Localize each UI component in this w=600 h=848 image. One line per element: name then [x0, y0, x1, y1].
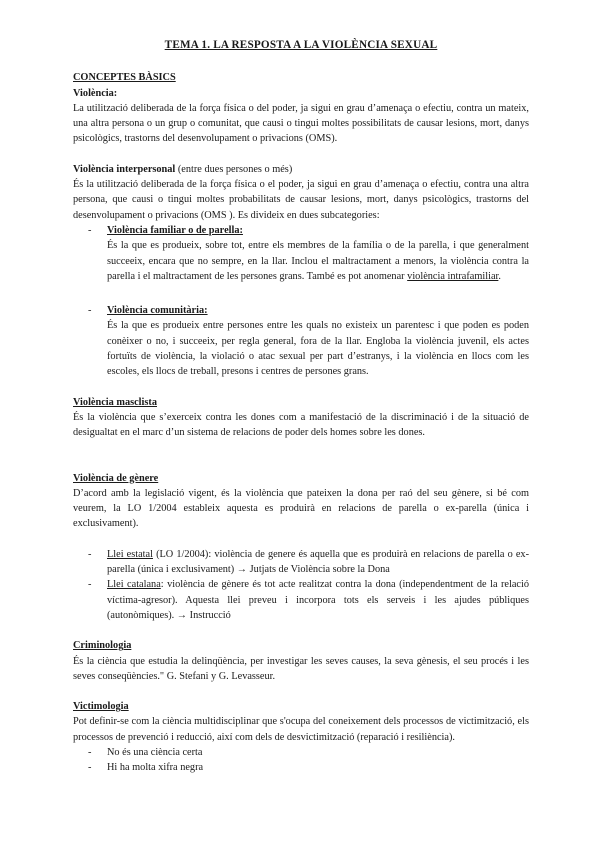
paragraph-comunitaria: És la que es produeix entre persones entre les quals no existeix un parentesc i que poden es poden conèixer o no, i succeeix, per regla general, fora de la llar. Engloba la violència juvenil, els actes fortuïts de violència, la violació o atac sexual per part d’estranys, i la violència en llocs com les escoles, els llocs de treball, presons i centres de persones grans. — [107, 320, 529, 378]
paragraph-criminologia: És la ciència que estudia la delinqüència, per investigar les seves causes, la seva gènesis, el seu procés i les seves conseqüències." G. Stefani y G. Levasseur. — [73, 655, 529, 682]
llei-catalana-label: Llei catalana — [107, 579, 161, 591]
heading-genere: Violència de gènere — [73, 472, 159, 484]
section-heading-conceptes: CONCEPTES BÀSICS — [73, 72, 176, 84]
familiar-link: violència intrafamiliar — [407, 270, 499, 282]
list-item: - No és una ciència certa — [73, 745, 529, 760]
genere-list — [73, 547, 529, 623]
llei-catalana-text: : violència de gènere és tot acte realitzat contra la dona (independentment de la relació víctima-agresor). Aquesta llei preveu i incorpora tots els serveis i les ajudes públiques (autonòmiques). → Instrucció — [107, 579, 529, 621]
llei-estatal-text: (LO 1/2004): violència de genere és aquella que es produirà en relacions de parella o ex-parella (única i exclusivament) → Jutjats de Violència sobre la Dona — [107, 548, 529, 576]
list-item: - Hi ha molta xifra negra — [73, 760, 529, 775]
list-item-llei-estatal — [73, 547, 529, 578]
paragraph-interpersonal: És la utilització deliberada de la força física o el poder, ja sigui en grau d’amenaça o efectiu, contra una altra persona, que causi o tingui moltes probabilitats de causar lesions, mort, danys psicològics, trastorns del desenvolupament o privacions (OMS ). Es divideix en dues subcategories: — [73, 179, 529, 221]
page-title: TEMA 1. LA RESPOSTA A LA VIOLÈNCIA SEXUAL — [164, 39, 438, 51]
list-item-familiar — [73, 223, 529, 284]
heading-masclista: Violència masclista — [73, 396, 157, 408]
paragraph-familiar — [107, 238, 529, 284]
familiar-text: És la que es produeix, sobre tot, entre els membres de la família o de la parella, i que generalment succeeix, encara que no sempre, en la llar. Inclou el maltractament a menors, la violència contra la parella i el maltractament de les persones grans. També es pot anomenar — [107, 240, 529, 282]
heading-interpersonal-note: (entre dues persones o més) — [175, 163, 293, 175]
list-item-llei-catalana — [73, 577, 529, 623]
subheading-familiar: - Violència familiar o de parella: — [107, 224, 243, 236]
paragraph-victimologia: Pot definir-se com la ciència multidisciplinar que s'ocupa del coneixement dels processos de victimització, els processos de prevenció i reducció, així com dels de desvictimització (reparació i resiliència). — [73, 716, 529, 743]
heading-interpersonal-line — [73, 162, 529, 177]
paragraph-genere: D’acord amb la legislació vigent, és la violència que pateixen la dona per raó del seu gènere, si bé com veurem, la LO 1/2004 estableix aquesta es produirà en relacions de parella o ex-parella (única i exclusivament). — [73, 487, 529, 530]
subheading-comunitaria: - Violència comunitària: — [107, 305, 208, 317]
llei-estatal-label: Llei estatal — [107, 548, 153, 560]
paragraph-violencia: La utilització deliberada de la força física o del poder, ja sigui en grau d’amenaça o efectiu, contra un mateix, una altra persona o un grup o comunitat, que causi o tingui moltes possibilitats de causar lesions, mort, danys psicològics, trastorns del desenvolupament o privacions (OMS). — [73, 102, 529, 145]
victimologia-list — [73, 745, 529, 776]
heading-criminologia: Criminologia — [73, 640, 132, 652]
familiar-end: . — [498, 270, 501, 282]
paragraph-masclista: És la violència que s’exerceix contra les dones com a manifestació de la discriminació i de la situació de desigualtat en el marc d’un sistema de relacions de poder dels homes sobre les dones. — [73, 411, 529, 439]
heading-victimologia: Victimologia — [73, 701, 129, 713]
document-page — [73, 38, 529, 776]
list-item-comunitaria — [73, 303, 529, 379]
interpersonal-subcategories — [73, 223, 529, 380]
heading-violencia: Violència: — [73, 87, 118, 99]
heading-interpersonal: Violència interpersonal — [73, 163, 176, 175]
